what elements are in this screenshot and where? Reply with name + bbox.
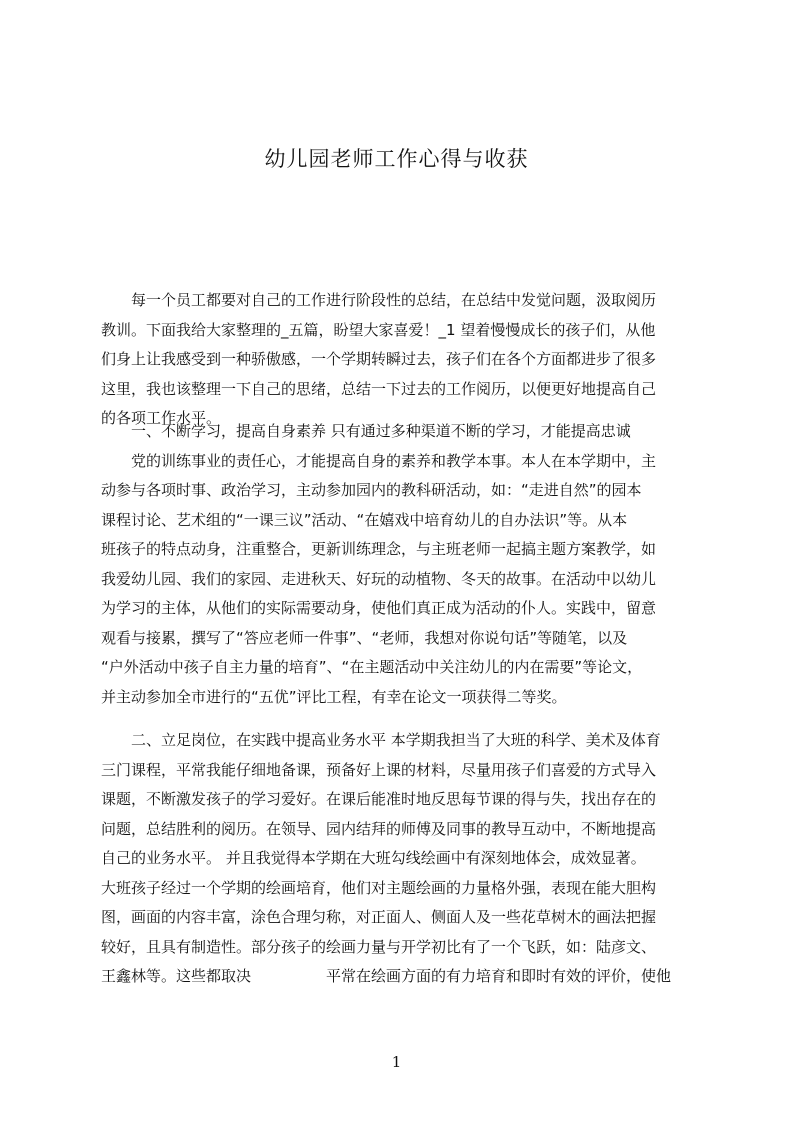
paragraph-line: 图，画面的内容丰富，涂色合理匀称，对正面人、侧面人及一些花草树木的画法把握 <box>101 908 657 926</box>
paragraph-line: 动参与各项时事、政治学习，主动参加园内的教科研活动，如：“走进自然”的园本 <box>101 481 642 499</box>
paragraph-line: 一、不断学习，提高自身素养 只有通过多种渠道不断的学习，才能提高忠诚 <box>101 422 631 440</box>
paragraph-line: 我爱幼儿园、我们的家园、走进秋天、好玩的动植物、冬天的故事。在活动中以幼儿 <box>101 569 657 588</box>
paragraph-line: 大班孩子经过一个学期的绘画培育，他们对主题绘画的力量格外强，表现在能大胆构 <box>101 878 657 897</box>
paragraph-line: 较好，且具有制造性。部分孩子的绘画力量与开学初比有了一个飞跃，如：陆彦文、 <box>101 937 657 956</box>
paragraph-line: 问题，总结胜利的阅历。在领导、园内结拜的师傅及同事的教导互动中，不断地提高 <box>101 819 657 838</box>
paragraph-line: 们身上让我感受到一种骄傲感，一个学期转瞬过去，孩子们在各个方面都进步了很多 <box>101 350 657 368</box>
paragraph-section-one <box>101 417 701 712</box>
paragraph-line: 班孩子的特点动身，注重整合，更新训练理念，与主班老师一起搞主题方案教学，如 <box>101 540 657 558</box>
paragraph-line: 的各项工作水平。 <box>101 409 222 427</box>
paragraph-line: 观看与接累，撰写了“答应老师一件事”、“老师，我想对你说句话”等随笔，以及 <box>101 628 628 647</box>
document-title: 幼儿园老师工作心得与收获 <box>264 147 529 171</box>
paragraph-line: 这里，我也该整理一下自己的思绪，总结一下过去的工作阅历，以便更好地提高自己 <box>101 379 657 398</box>
paragraph-line: “户外活动中孩子自主力量的培育”、“在主题活动中关注幼儿的内在需要”等论文， <box>101 658 643 676</box>
paragraph-line: 二、立足岗位，在实践中提高业务水平 本学期我担当了大班的科学、美术及体育 <box>101 731 661 749</box>
paragraph-line: 并主动参加全市进行的“五优”评比工程，有幸在论文一项获得二等奖。 <box>101 687 567 706</box>
paragraph-line: 教训。下面我给大家整理的_五篇，盼望大家喜爱！_1 望着慢慢成长的孩子们，从他 <box>101 320 656 339</box>
page-number: 1 <box>391 1053 402 1071</box>
paragraph-line: 自己的业务水平。 并且我觉得本学期在大班勾线绘画中有深刻地体会，成效显著。 <box>101 849 646 867</box>
paragraph-line: 三门课程，平常我能仔细地备课，预备好上课的材料，尽量用孩子们喜爱的方式导入 <box>101 760 657 779</box>
paragraph-line: 党的训练事业的责任心，才能提高自身的素养和教学本事。本人在本学期中，主 <box>101 451 657 470</box>
paragraph-line: 为学习的主体，从他们的实际需要动身，使他们真正成为活动的仆人。实践中，留意 <box>101 599 657 617</box>
paragraph-intro <box>101 286 701 434</box>
paragraph-line: 课程讨论、艺术组的“一课三议”活动、“在嬉戏中培育幼儿的自办法识”等。从本 <box>101 510 628 529</box>
paragraph-line: 课题，不断激发孩子的学习爱好。在课后能准时地反思每节课的得与失，找出存在的 <box>101 790 657 808</box>
paragraph-line: 每一个员工都要对自己的工作进行阶段性的总结，在总结中发觉问题，汲取阅历 <box>101 291 657 309</box>
paragraph-section-two <box>101 726 701 992</box>
paragraph-line: 王鑫林等。这些都取决 平常在绘画方面的有力培育和即时有效的评价，使他 <box>101 967 672 985</box>
